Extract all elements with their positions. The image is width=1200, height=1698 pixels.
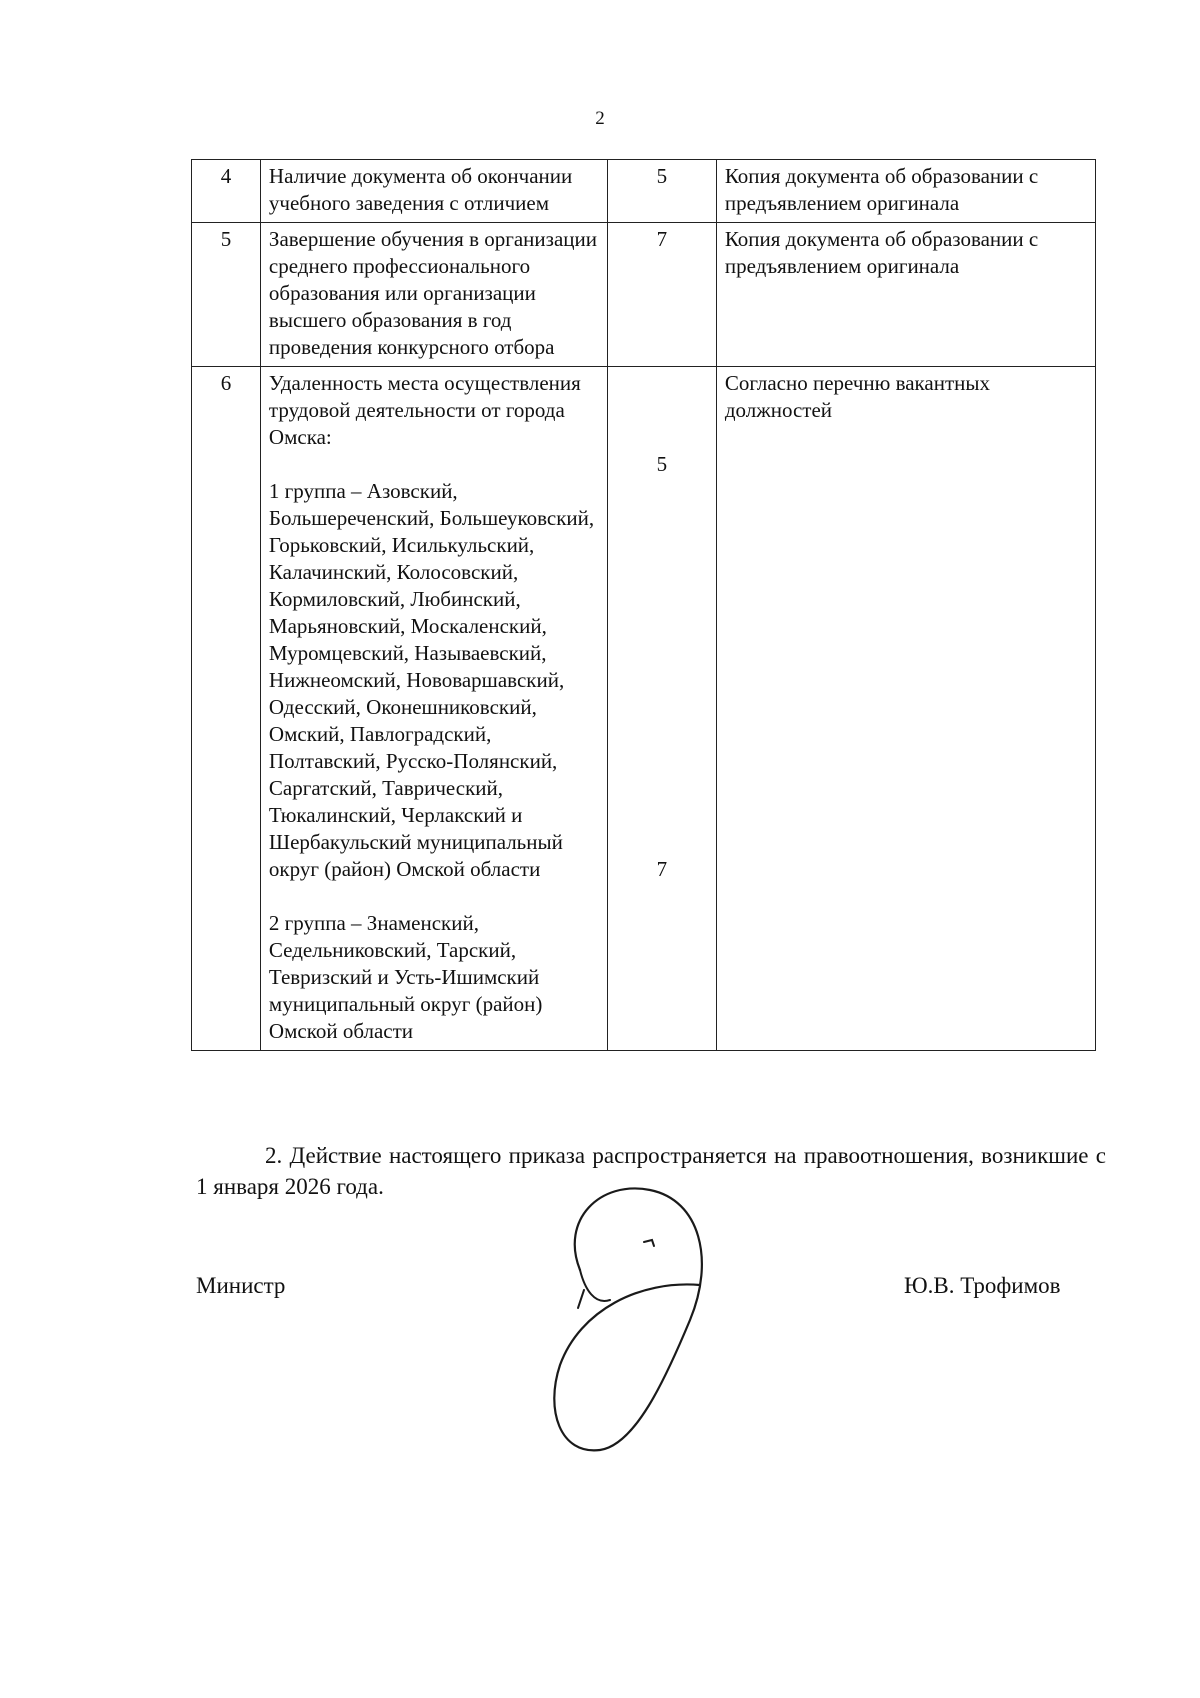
points-spacer: [616, 370, 708, 451]
position-title: Министр: [196, 1273, 286, 1298]
points-cell: 7: [607, 223, 716, 367]
row-number: 4: [192, 160, 261, 223]
points-spacer: [616, 478, 708, 856]
points-cell: 5: [607, 160, 716, 223]
handwritten-signature: [540, 1180, 740, 1460]
document-cell: Согласно перечню вакантных должностей: [716, 367, 1095, 1051]
table-row: [192, 160, 1096, 223]
criteria-table: [191, 159, 1096, 1051]
document-cell: Копия документа об образовании с предъявлением оригинала: [716, 160, 1095, 223]
criterion-cell: [260, 367, 607, 1051]
criterion-cell: Наличие документа об окончании учебного заведения с отличием: [260, 160, 607, 223]
signer-name: Ю.В. Трофимов: [904, 1273, 1061, 1298]
criterion-cell: Завершение обучения в организации среднего профессионального образования или организации высшего образования в год проведения конкурсного отбора: [260, 223, 607, 367]
table-row: [192, 223, 1096, 367]
row-number: 6: [192, 367, 261, 1051]
table-row: [192, 367, 1096, 1051]
group-1-points: 5: [656, 452, 668, 476]
points-cell: [607, 367, 716, 1051]
page-number: 2: [595, 108, 605, 129]
row-number: 5: [192, 223, 261, 367]
order-paragraph: 2. Действие настоящего приказа распространяется на правоотношения, возникшие с 1 января 2026 года.: [196, 1143, 1106, 1199]
group-2-text: 2 группа – Знаменский, Седельниковский, Тарский, Тевризский и Усть-Ишимский муниципальный округ (район) Омской области: [268, 911, 543, 1043]
document-cell: Копия документа об образовании с предъявлением оригинала: [716, 223, 1095, 367]
group-1-text: 1 группа – Азовский, Большереченский, Большеуковский, Горьковский, Исилькульский, Калачинский, Колосовский, Кормиловский, Любинский, Марьяновский, Москаленский, Муромцевский, Называевский, Нижнеомский, Нововаршавский, Одесский, Оконешниковский, Омский, Павлоградский, Полтавский, Русско-Полянский, Саргатский, Таврический, Тюкалинский, Черлакский и Шербакульский муниципальный округ (район) Омской области: [268, 479, 595, 881]
group-2-points: 7: [656, 857, 668, 881]
criterion-heading: Удаленность места осуществления трудовой деятельности от города Омска:: [268, 371, 581, 449]
